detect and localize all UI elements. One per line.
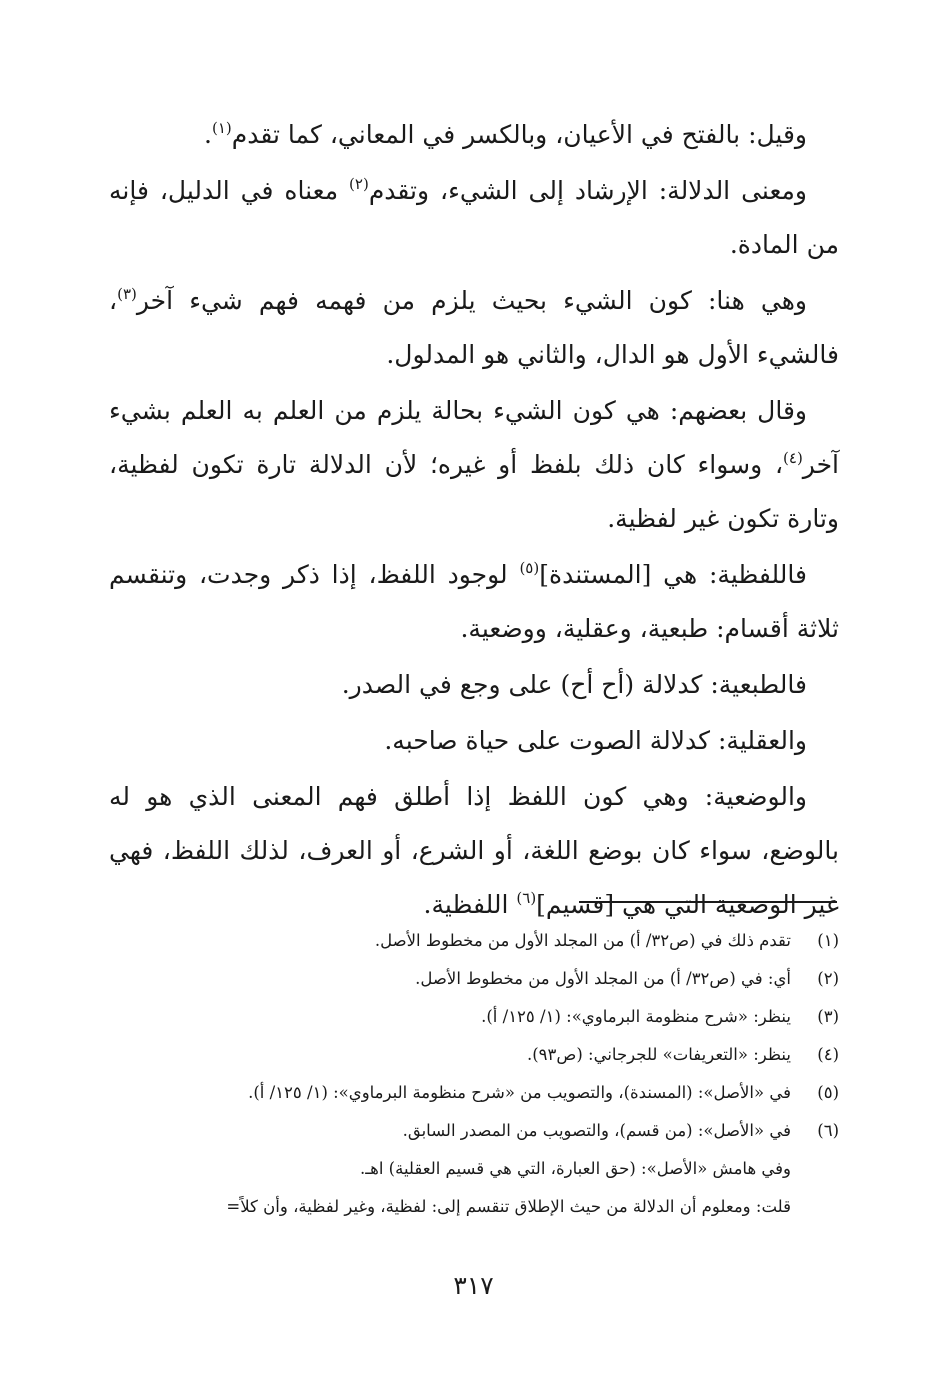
paragraph-text: وقيل: بالفتح في الأعيان، وبالكسر في المعاني، كما تقدم xyxy=(231,120,807,149)
paragraph-text: . xyxy=(204,120,212,149)
paragraph-4 xyxy=(109,384,839,546)
footnote-text: أي: في (ص٣٢/ أ) من المجلد الأول من مخطوط الأصل. xyxy=(415,969,791,988)
footnote-number: (٣) xyxy=(817,1007,839,1026)
footnote-number: (٢) xyxy=(817,969,839,988)
footnote-ref-4[interactable]: (٤) xyxy=(783,449,803,467)
paragraph-text: فاللفظية: هي [المستندة] xyxy=(539,560,807,589)
footnote-continuation-line: وفي هامش «الأصل»: (حق العبارة، التي هي قسيم العقلية) اهـ. xyxy=(360,1159,791,1178)
paragraph-text: اللفظية. xyxy=(423,890,517,919)
footnote-text: ينظر: «شرح منظومة البرماوي»: (١/ ١٢٥/ أ). xyxy=(481,1007,791,1026)
footnote-1 xyxy=(109,922,839,960)
paragraph-5 xyxy=(109,548,839,656)
paragraph-6: فالطبعية: كدلالة (أح أح) على وجع في الصدر. xyxy=(341,670,807,699)
paragraph-text: لوجود اللفظ، إذا ذكر وجدت، وتنقسم ثلاثة أقسام: طبعية، وعقلية، ووضعية. xyxy=(109,560,839,643)
footnote-number: (١) xyxy=(817,931,839,950)
paragraph-3 xyxy=(109,274,839,382)
main-text xyxy=(109,108,839,932)
footnote-number: (٤) xyxy=(817,1045,839,1064)
footnote-separator xyxy=(579,901,837,903)
footnote-text: ينظر: «التعريفات» للجرجاني: (ص٩٣). xyxy=(526,1045,791,1064)
footnote-ref-1[interactable]: (١) xyxy=(212,119,232,137)
paragraph-text: معناه في الدليل، فإنه من المادة. xyxy=(109,176,839,259)
footnote-6 xyxy=(109,1112,839,1150)
footnote-2 xyxy=(109,960,839,998)
paragraph-text: وهي هنا: كون الشيء بحيث يلزم من فهمه فهم شيء آخر xyxy=(136,286,807,315)
paragraph-text: ومعنى الدلالة: الإرشاد إلى الشيء، وتقدم xyxy=(368,176,807,205)
page-number: ٣١٧ xyxy=(453,1271,494,1300)
footnote-ref-6[interactable]: (٦) xyxy=(516,889,537,907)
footnote-4 xyxy=(109,1036,839,1074)
paragraph-text: ، فالشيء الأول هو الدال، والثاني هو المدلول. xyxy=(109,286,839,369)
footnote-3 xyxy=(109,998,839,1036)
footnote-ref-2[interactable]: (٢) xyxy=(349,175,369,193)
paragraph-text: والوضعية: وهي كون اللفظ إذا أطلق فهم المعنى الذي هو له بالوضع، سواء كان بوضع اللغة، أو الشرع، أو العرف، لذلك اللفظ، فهي غير الوضعية التي هي [قسيم] xyxy=(109,782,839,919)
footnote-number: (٦) xyxy=(817,1121,839,1140)
paragraph-8 xyxy=(109,770,839,932)
paragraph-1 xyxy=(109,108,839,162)
paragraph-7: والعقلية: كدلالة الصوت على حياة صاحبه. xyxy=(384,726,807,755)
footnote-text: تقدم ذلك في (ص٣٢/ أ) من المجلد الأول من مخطوط الأصل. xyxy=(374,931,791,950)
paragraph-2 xyxy=(109,164,839,272)
footnote-ref-5[interactable]: (٥) xyxy=(519,559,540,577)
footnotes xyxy=(109,922,839,1226)
footnote-text: في «الأصل»: (من قسم)، والتصويب من المصدر السابق. xyxy=(402,1121,791,1140)
footnote-text: في «الأصل»: (المسندة)، والتصويب من «شرح منظومة البرماوي»: (١/ ١٢٥/ أ). xyxy=(248,1083,791,1102)
footnote-number: (٥) xyxy=(817,1083,839,1102)
paragraph-text: وقال بعضهم: هي كون الشيء بحالة يلزم من العلم به العلم بشيء آخر xyxy=(109,396,839,479)
paragraph-text: ، وسواء كان ذلك بلفظ أو غيره؛ لأن الدلالة تارة تكون لفظية، وتارة تكون غير لفظية. xyxy=(109,450,839,533)
footnote-ref-3[interactable]: (٣) xyxy=(117,285,137,303)
footnote-5 xyxy=(109,1074,839,1112)
footnote-continuation-line: قلت: ومعلوم أن الدلالة من حيث الإطلاق تنقسم إلى: لفظية، وغير لفظية، وأن كلاً= xyxy=(226,1197,791,1216)
